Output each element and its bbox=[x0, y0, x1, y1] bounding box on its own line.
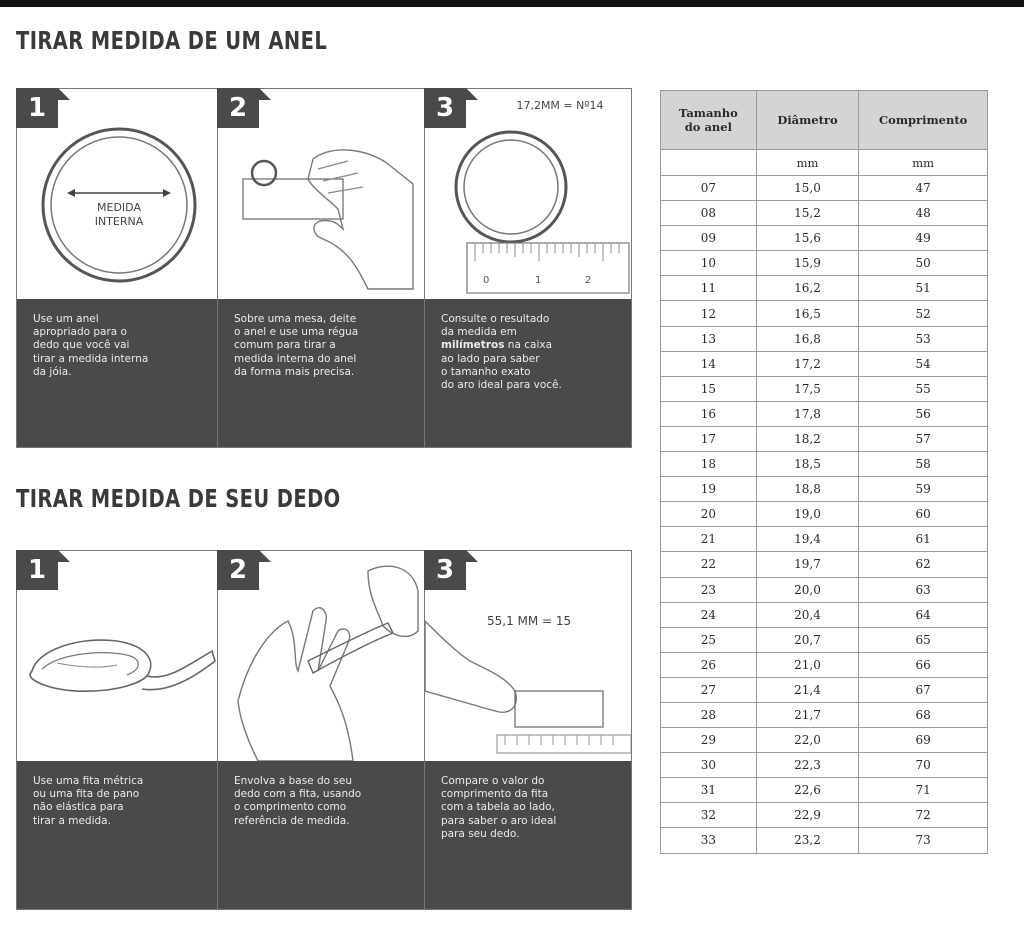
size-cell: 24 bbox=[661, 602, 757, 627]
section-title-ring: TIRAR MEDIDA DE UM ANEL bbox=[16, 26, 328, 55]
header-diameter: Diâmetro bbox=[756, 91, 859, 150]
size-table-body bbox=[661, 176, 988, 854]
table-row bbox=[661, 702, 988, 727]
length-cell: 66 bbox=[859, 652, 988, 677]
length-cell: 57 bbox=[859, 426, 988, 451]
table-row bbox=[661, 477, 988, 502]
ring-step-1-caption: Use um anel apropriado para o dedo que você vai tirar a medida interna da jóia. bbox=[17, 299, 223, 447]
table-row bbox=[661, 728, 988, 753]
table-row bbox=[661, 276, 988, 301]
inner-label-2: INTERNA bbox=[94, 215, 144, 228]
step-number-badge: 1 bbox=[16, 550, 58, 590]
diameter-cell: 19,0 bbox=[756, 502, 859, 527]
length-cell: 51 bbox=[859, 276, 988, 301]
size-cell: 10 bbox=[661, 251, 757, 276]
length-cell: 73 bbox=[859, 828, 988, 853]
length-cell: 54 bbox=[859, 351, 988, 376]
diameter-cell: 16,5 bbox=[756, 301, 859, 326]
ring-step-1 bbox=[16, 88, 224, 448]
size-cell: 09 bbox=[661, 226, 757, 251]
length-cell: 64 bbox=[859, 602, 988, 627]
unit-cell: mm bbox=[756, 150, 859, 176]
finger-readout: 55,1 MM = 15 bbox=[487, 614, 572, 628]
diameter-cell: 19,7 bbox=[756, 552, 859, 577]
diameter-cell: 22,0 bbox=[756, 728, 859, 753]
hand-icon bbox=[425, 621, 516, 712]
diameter-cell: 16,8 bbox=[756, 326, 859, 351]
diameter-cell: 20,4 bbox=[756, 602, 859, 627]
ruler-tick-label: 2 bbox=[585, 275, 592, 286]
table-row bbox=[661, 326, 988, 351]
length-cell: 70 bbox=[859, 753, 988, 778]
table-row bbox=[661, 828, 988, 853]
length-cell: 58 bbox=[859, 452, 988, 477]
table-row bbox=[661, 376, 988, 401]
size-cell: 31 bbox=[661, 778, 757, 803]
table-row bbox=[661, 753, 988, 778]
finger-step-1-caption: Use uma fita métrica ou uma fita de pano não elástica para tirar a medida. bbox=[17, 761, 223, 909]
length-cell: 52 bbox=[859, 301, 988, 326]
size-cell: 28 bbox=[661, 702, 757, 727]
size-cell: 30 bbox=[661, 753, 757, 778]
diameter-cell: 17,2 bbox=[756, 351, 859, 376]
diameter-cell: 21,4 bbox=[756, 677, 859, 702]
table-row bbox=[661, 602, 988, 627]
size-cell: 16 bbox=[661, 401, 757, 426]
size-cell: 12 bbox=[661, 301, 757, 326]
length-cell: 65 bbox=[859, 627, 988, 652]
size-cell: 17 bbox=[661, 426, 757, 451]
ring-outer-icon bbox=[456, 132, 566, 242]
length-cell: 53 bbox=[859, 326, 988, 351]
table-row bbox=[661, 677, 988, 702]
diameter-cell: 17,5 bbox=[756, 376, 859, 401]
diameter-cell: 22,3 bbox=[756, 753, 859, 778]
diameter-cell: 20,0 bbox=[756, 577, 859, 602]
table-row bbox=[661, 226, 988, 251]
table-row bbox=[661, 351, 988, 376]
diameter-cell: 23,2 bbox=[756, 828, 859, 853]
length-cell: 61 bbox=[859, 527, 988, 552]
ring-icon bbox=[252, 161, 276, 185]
diameter-cell: 18,2 bbox=[756, 426, 859, 451]
finger-step-3-caption: Compare o valor do comprimento da fita com a tabela ao lado, para saber o aro ideal para seu dedo. bbox=[425, 761, 631, 909]
length-cell: 62 bbox=[859, 552, 988, 577]
diameter-cell: 15,9 bbox=[756, 251, 859, 276]
size-cell: 29 bbox=[661, 728, 757, 753]
length-cell: 63 bbox=[859, 577, 988, 602]
size-cell: 26 bbox=[661, 652, 757, 677]
table-row bbox=[661, 176, 988, 201]
length-cell: 69 bbox=[859, 728, 988, 753]
ruler-tick-label: 1 bbox=[535, 275, 542, 286]
finger-step-2-caption: Envolva a base do seu dedo com a fita, usando o comprimento como referência de medida. bbox=[218, 761, 424, 909]
size-cell: 14 bbox=[661, 351, 757, 376]
diameter-cell: 19,4 bbox=[756, 527, 859, 552]
size-cell: 21 bbox=[661, 527, 757, 552]
diameter-cell: 15,6 bbox=[756, 226, 859, 251]
step-number-badge: 3 bbox=[424, 550, 466, 590]
tape-icon bbox=[30, 640, 151, 691]
ring-step-3-caption: Consulte o resultado da medida em milímetros na caixa ao lado para saber o tamanho exato do aro ideal para você. bbox=[425, 299, 631, 447]
table-row bbox=[661, 527, 988, 552]
ring-step-2-caption: Sobre uma mesa, deite o anel e use uma régua comum para tirar a medida interna do anel da forma mais precisa. bbox=[218, 299, 424, 447]
size-table bbox=[660, 90, 988, 854]
diameter-cell: 16,2 bbox=[756, 276, 859, 301]
finger-step-2 bbox=[217, 550, 425, 910]
diameter-cell: 15,0 bbox=[756, 176, 859, 201]
length-cell: 48 bbox=[859, 201, 988, 226]
size-cell: 15 bbox=[661, 376, 757, 401]
table-row bbox=[661, 251, 988, 276]
step-number-badge: 2 bbox=[217, 88, 259, 128]
length-cell: 72 bbox=[859, 803, 988, 828]
table-row bbox=[661, 201, 988, 226]
length-cell: 55 bbox=[859, 376, 988, 401]
length-cell: 50 bbox=[859, 251, 988, 276]
table-row bbox=[661, 452, 988, 477]
size-cell: 23 bbox=[661, 577, 757, 602]
finger-step-1 bbox=[16, 550, 224, 910]
section-title-finger: TIRAR MEDIDA DE SEU DEDO bbox=[16, 484, 341, 513]
finger-step-3 bbox=[424, 550, 632, 910]
step-number-badge: 3 bbox=[424, 88, 466, 128]
length-cell: 60 bbox=[859, 502, 988, 527]
unit-cell: mm bbox=[859, 150, 988, 176]
header-size: Tamanho do anel bbox=[661, 91, 757, 150]
size-cell: 27 bbox=[661, 677, 757, 702]
diameter-cell: 21,0 bbox=[756, 652, 859, 677]
length-cell: 68 bbox=[859, 702, 988, 727]
unit-cell bbox=[661, 150, 757, 176]
step-number-badge: 1 bbox=[16, 88, 58, 128]
length-cell: 59 bbox=[859, 477, 988, 502]
diameter-cell: 15,2 bbox=[756, 201, 859, 226]
table-row bbox=[661, 652, 988, 677]
length-cell: 47 bbox=[859, 176, 988, 201]
table-row bbox=[661, 301, 988, 326]
size-cell: 32 bbox=[661, 803, 757, 828]
table-row bbox=[661, 577, 988, 602]
ruler-tick-label: 0 bbox=[483, 275, 490, 286]
length-cell: 71 bbox=[859, 778, 988, 803]
table-row bbox=[661, 778, 988, 803]
top-bar bbox=[0, 0, 1024, 7]
table-row bbox=[661, 552, 988, 577]
table-row bbox=[661, 803, 988, 828]
diameter-cell: 18,8 bbox=[756, 477, 859, 502]
size-cell: 19 bbox=[661, 477, 757, 502]
size-cell: 08 bbox=[661, 201, 757, 226]
size-cell: 13 bbox=[661, 326, 757, 351]
size-cell: 20 bbox=[661, 502, 757, 527]
ruler-icon bbox=[243, 179, 343, 219]
hand-icon bbox=[238, 608, 353, 761]
length-cell: 49 bbox=[859, 226, 988, 251]
length-cell: 67 bbox=[859, 677, 988, 702]
length-cell: 56 bbox=[859, 401, 988, 426]
tape-icon bbox=[515, 691, 603, 727]
size-cell: 07 bbox=[661, 176, 757, 201]
size-cell: 18 bbox=[661, 452, 757, 477]
diameter-cell: 22,9 bbox=[756, 803, 859, 828]
table-row bbox=[661, 627, 988, 652]
header-length: Comprimento bbox=[859, 91, 988, 150]
diameter-cell: 21,7 bbox=[756, 702, 859, 727]
diameter-cell: 20,7 bbox=[756, 627, 859, 652]
size-cell: 25 bbox=[661, 627, 757, 652]
table-row bbox=[661, 426, 988, 451]
inner-label-1: MEDIDA bbox=[97, 201, 141, 214]
ring-step-3 bbox=[424, 88, 632, 448]
size-cell: 11 bbox=[661, 276, 757, 301]
table-row bbox=[661, 502, 988, 527]
diameter-cell: 22,6 bbox=[756, 778, 859, 803]
ring-step-2 bbox=[217, 88, 425, 448]
ring-readout: 17,2MM = Nº14 bbox=[516, 99, 604, 112]
table-row bbox=[661, 401, 988, 426]
ring-inner-icon bbox=[464, 140, 558, 234]
size-cell: 22 bbox=[661, 552, 757, 577]
size-cell: 33 bbox=[661, 828, 757, 853]
diameter-cell: 18,5 bbox=[756, 452, 859, 477]
diameter-cell: 17,8 bbox=[756, 401, 859, 426]
step-number-badge: 2 bbox=[217, 550, 259, 590]
